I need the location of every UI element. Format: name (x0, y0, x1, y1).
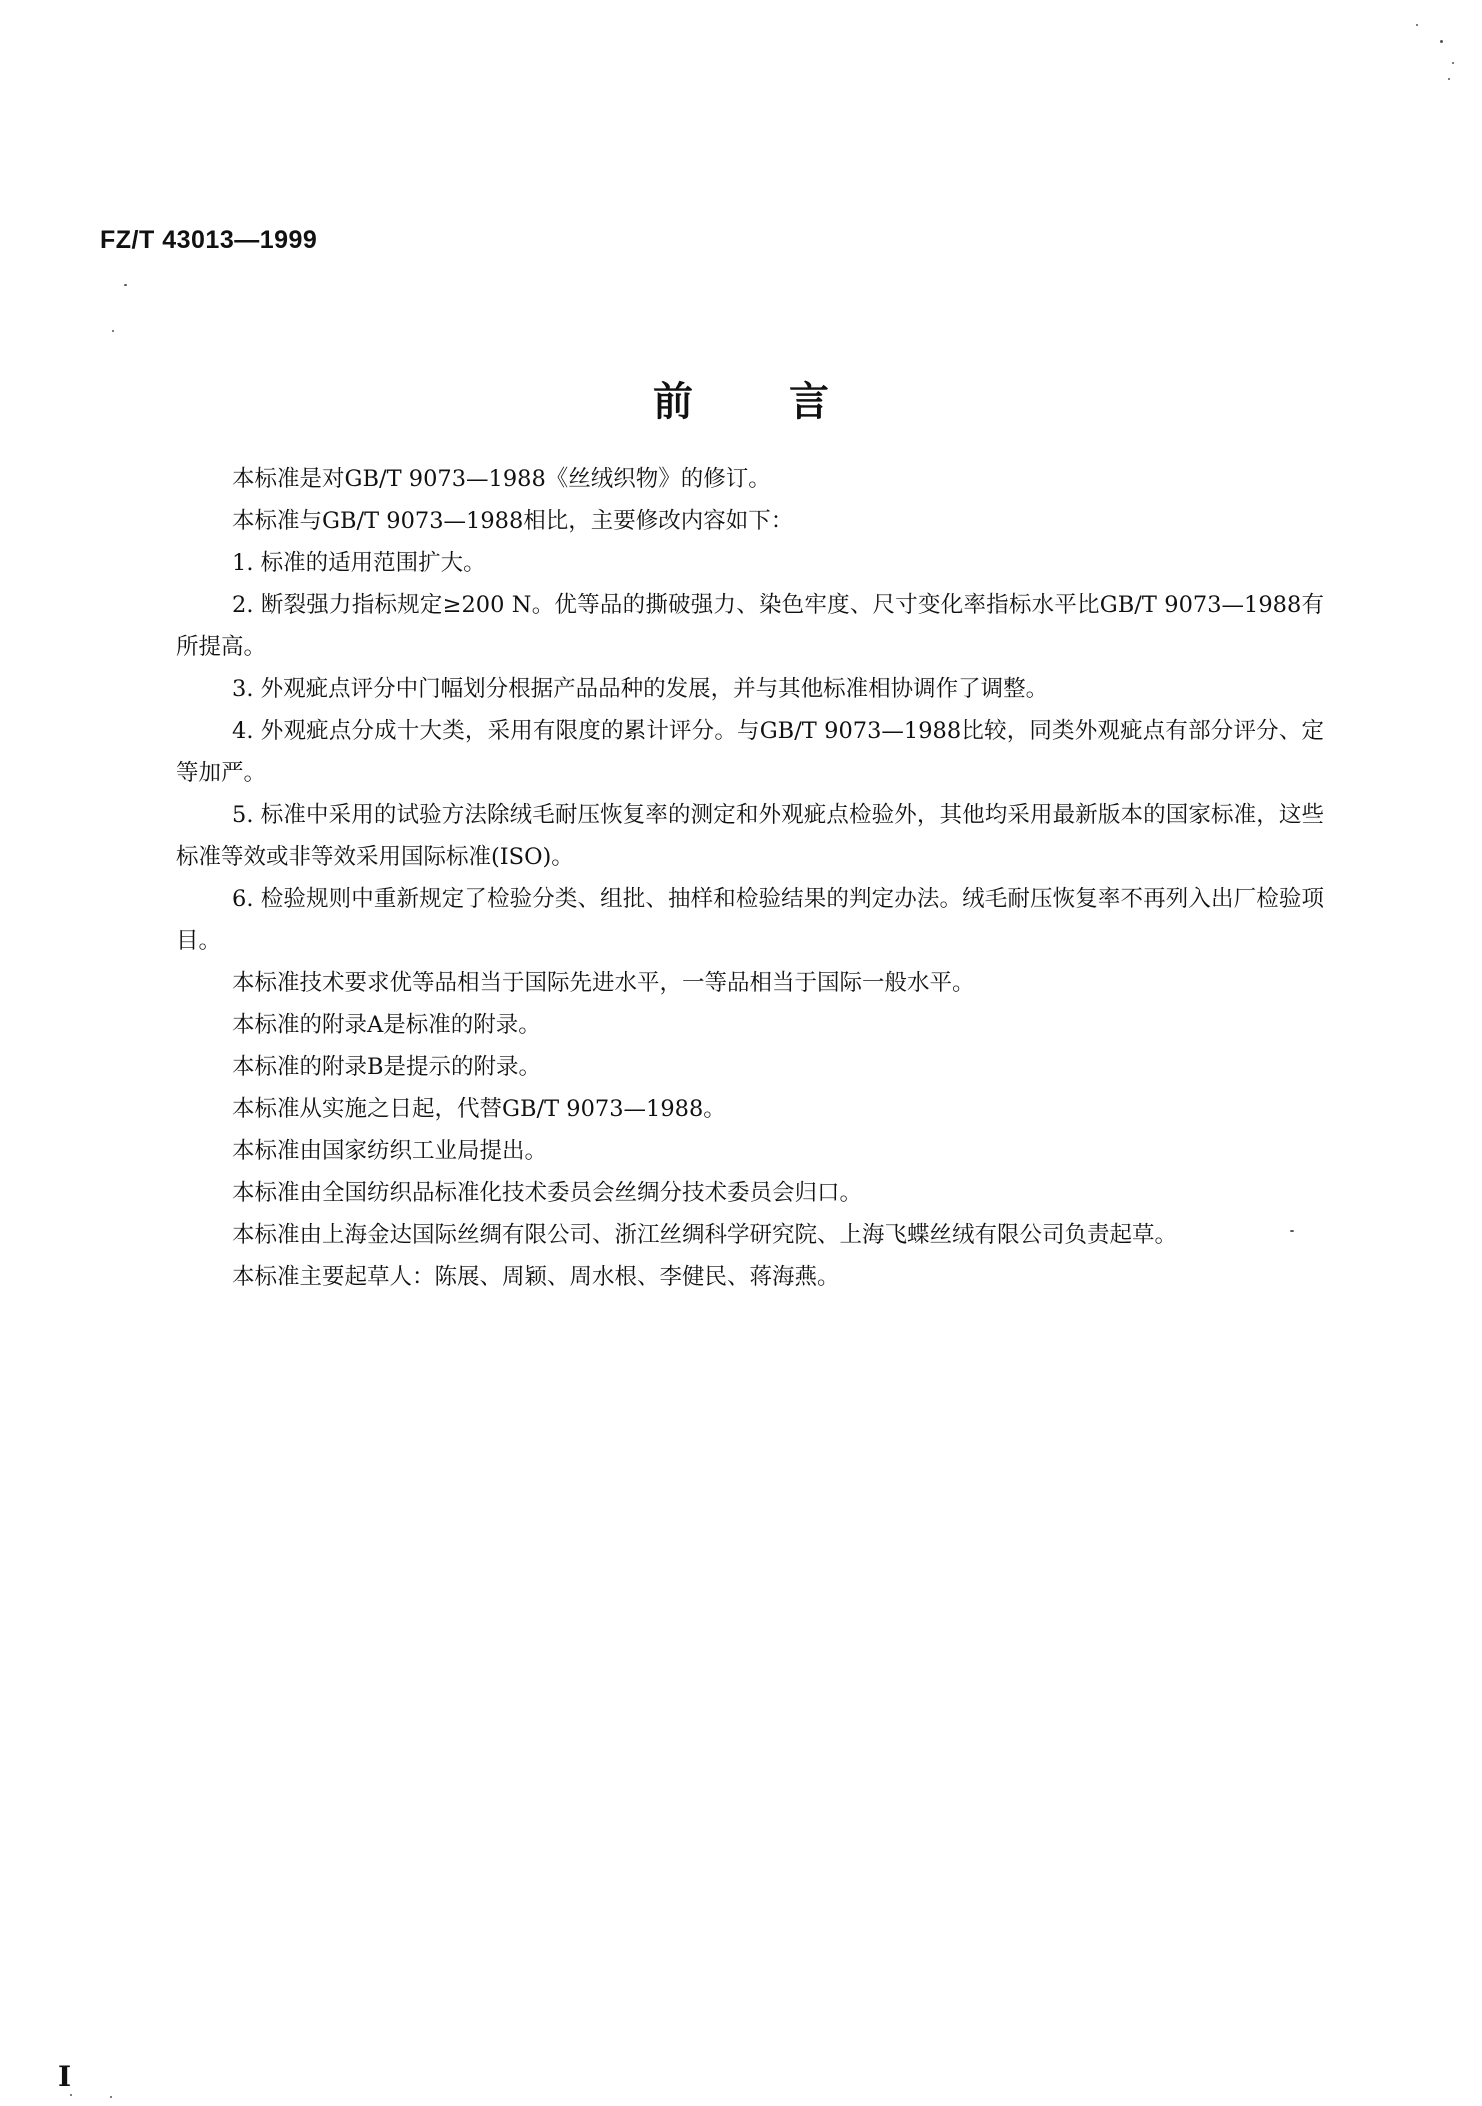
paragraph: 本标准主要起草人：陈展、周颖、周水根、李健民、蒋海燕。 (232, 1264, 840, 1290)
paragraph: 本标准与GB/T 9073—1988相比，主要修改内容如下： (232, 508, 794, 534)
standard-code: FZ/T 43013—1999 (100, 226, 318, 254)
paragraph: 本标准是对GB/T 9073—1988《丝绒织物》的修订。 (232, 466, 771, 492)
paragraph: 本标准的附录B是提示的附录。 (232, 1054, 542, 1080)
scan-speck (112, 330, 114, 332)
page-number: I (58, 2060, 72, 2093)
paragraph: 6. 检验规则中重新规定了检验分类、组批、抽样和检验结果的判定办法。绒毛耐压恢复率不再列入出厂检验项目。 (176, 886, 1324, 954)
paragraph: 3. 外观疵点评分中门幅划分根据产品品种的发展，并与其他标准相协调作了调整。 (232, 676, 1049, 702)
paragraph: 本标准由国家纺织工业局提出。 (232, 1138, 548, 1164)
scan-speck (1440, 40, 1443, 43)
paragraph: 本标准从实施之日起，代替GB/T 9073—1988。 (232, 1096, 726, 1122)
paragraph: 1. 标准的适用范围扩大。 (232, 550, 486, 576)
foreword-body (176, 458, 1324, 1298)
paragraph: 本标准的附录A是标准的附录。 (232, 1012, 541, 1038)
scan-speck (110, 2096, 112, 2098)
scan-speck (1448, 78, 1450, 80)
paragraph: 本标准由上海金达国际丝绸有限公司、浙江丝绸科学研究院、上海飞蝶丝绒有限公司负责起草。 (232, 1222, 1178, 1248)
paragraph: 2. 断裂强力指标规定≥200 N。优等品的撕破强力、染色牢度、尺寸变化率指标水平比GB/T 9073—1988有所提高。 (176, 592, 1324, 660)
paragraph: 5. 标准中采用的试验方法除绒毛耐压恢复率的测定和外观疵点检验外，其他均采用最新版本的国家标准，这些标准等效或非等效采用国际标准(ISO)。 (176, 802, 1324, 870)
paragraph: 4. 外观疵点分成十大类，采用有限度的累计评分。与GB/T 9073—1988比较，同类外观疵点有部分评分、定等加严。 (176, 718, 1324, 786)
paragraph: 本标准由全国纺织品标准化技术委员会丝绸分技术委员会归口。 (232, 1180, 863, 1206)
scan-speck (70, 2094, 72, 2096)
scan-speck (1452, 62, 1454, 64)
paragraph: 本标准技术要求优等品相当于国际先进水平，一等品相当于国际一般水平。 (232, 970, 975, 996)
page-title: 前言 (653, 378, 925, 425)
scan-speck (1416, 24, 1418, 26)
scan-speck (124, 284, 127, 286)
scan-speck (1290, 1230, 1294, 1232)
